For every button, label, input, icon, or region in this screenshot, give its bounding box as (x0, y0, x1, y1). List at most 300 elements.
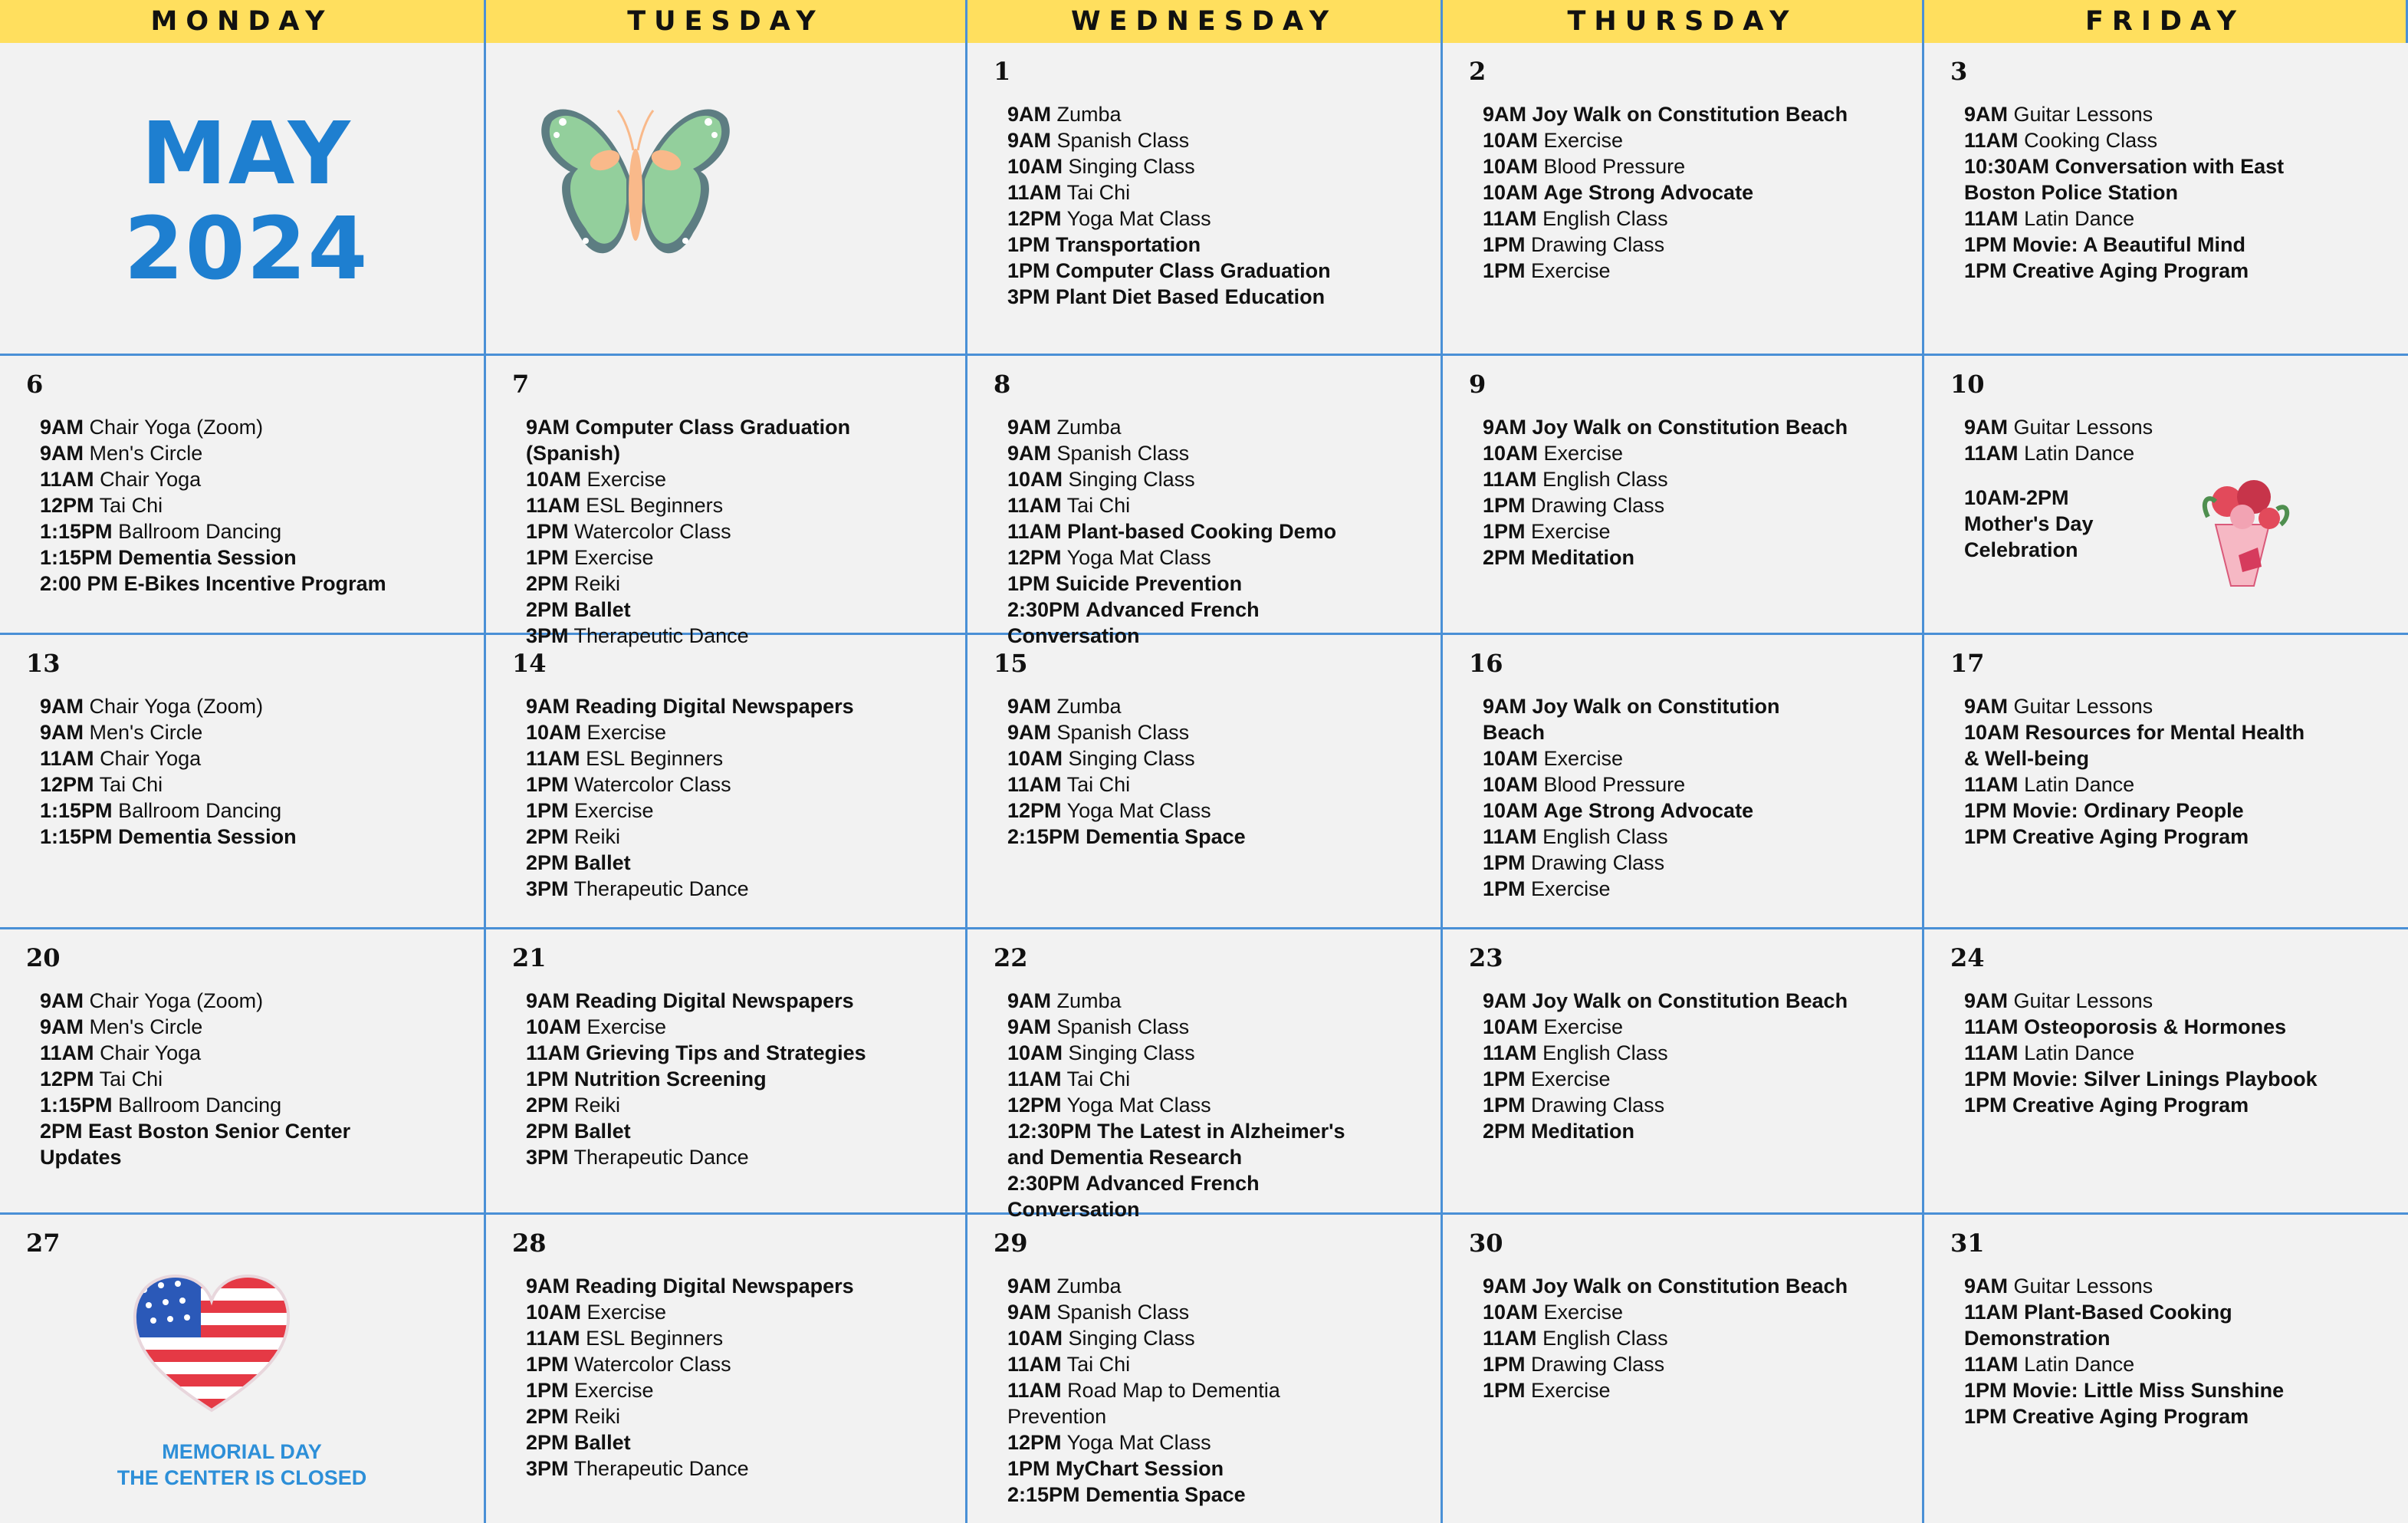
event-time: 1PM (526, 773, 569, 796)
event-name: Creative Aging Program (2012, 259, 2249, 282)
event-name: Ballet (574, 1120, 631, 1143)
event-item (526, 544, 947, 571)
event-item (1007, 492, 1422, 518)
day-number: 10 (1950, 370, 1985, 399)
event-name: Exercise (574, 546, 654, 569)
event-item (40, 745, 465, 771)
event-time: 3PM (526, 877, 569, 900)
event-name: Reiki (574, 825, 621, 848)
event-item (40, 544, 465, 571)
event-time: 1PM (1483, 520, 1526, 543)
event-name: Reiki (574, 572, 621, 595)
event-name: Exercise (1531, 520, 1611, 543)
event-time: 12:30PM (1007, 1120, 1092, 1143)
event-time: 3PM (526, 1457, 569, 1480)
event-item (1007, 1377, 1368, 1429)
event-name: Yoga Mat Class (1066, 546, 1211, 569)
event-time: 10AM (1007, 155, 1063, 178)
event-time: 11AM (1964, 129, 2019, 152)
event-time: 10AM (1007, 1041, 1063, 1064)
event-name: English Class (1542, 468, 1668, 491)
event-name: Plant Diet Based Education (1056, 285, 1326, 308)
event-name: Exercise (1531, 1379, 1611, 1402)
event-name: Dementia Session (118, 546, 297, 569)
memorial-day-cell (0, 1215, 486, 1523)
event-name: Plant-based Cooking Demo (1067, 520, 1337, 543)
event-time: 10AM (526, 1301, 582, 1324)
event-item (1483, 876, 1904, 902)
event-time: 9AM (1483, 103, 1527, 126)
event-item (1007, 232, 1422, 258)
event-name: ESL Beginners (586, 1327, 724, 1350)
event-item (526, 850, 947, 876)
event-time: 1:15PM (40, 1094, 113, 1117)
event-item (1964, 988, 2390, 1014)
event-time: 2PM (526, 598, 569, 621)
event-item (1483, 693, 1843, 745)
event-name: Exercise (586, 1015, 667, 1038)
event-time: 1PM (526, 1353, 569, 1376)
event-time: 1PM (1964, 1405, 2007, 1428)
event-list (1964, 693, 2390, 850)
event-name: Singing Class (1068, 468, 1195, 491)
event-time: 11AM (40, 1041, 94, 1064)
event-name: English Class (1542, 1041, 1668, 1064)
event-time: 1PM (1964, 1067, 2007, 1090)
day-cell (486, 1215, 967, 1523)
event-name: Therapeutic Dance (573, 1146, 749, 1169)
event-item (40, 440, 465, 466)
day-cell (1443, 929, 1924, 1215)
event-name: Tai Chi (1066, 181, 1131, 204)
event-name: Computer Class Graduation (Spanish) (526, 416, 851, 465)
header-monday: MONDAY (0, 0, 486, 43)
day-number: 6 (26, 370, 44, 399)
event-name: Exercise (1543, 747, 1624, 770)
header-thursday: THURSDAY (1443, 0, 1924, 43)
special-event-text: Mother's Day (1964, 512, 2094, 535)
event-item (1483, 1273, 1904, 1299)
day-number: 28 (512, 1229, 547, 1258)
event-item (1483, 414, 1904, 440)
event-name: Yoga Mat Class (1066, 207, 1211, 230)
event-time: 11AM (526, 1327, 580, 1350)
event-item (1964, 798, 2390, 824)
event-item (1007, 153, 1422, 179)
event-name: Age Strong Advocate (1543, 799, 1754, 822)
event-name: Exercise (1543, 442, 1624, 465)
event-name: Drawing Class (1531, 1353, 1665, 1376)
event-name: Ballroom Dancing (118, 1094, 282, 1117)
event-name: Meditation (1531, 1120, 1635, 1143)
event-item (1964, 258, 2390, 284)
event-item (1964, 440, 2390, 466)
event-name: Tai Chi (1066, 773, 1131, 796)
day-cell (1924, 43, 2408, 356)
event-name: Latin Dance (2024, 1353, 2135, 1376)
event-time: 9AM (40, 416, 84, 439)
center-closed-label: THE CENTER IS CLOSED (117, 1466, 367, 1489)
event-item (1007, 1299, 1422, 1325)
event-time: 10AM (1483, 773, 1539, 796)
event-item (1007, 414, 1422, 440)
day-number: 24 (1950, 943, 1985, 972)
event-time: 9AM (40, 721, 84, 744)
event-item (1007, 1014, 1422, 1040)
event-time: 2PM (1483, 1120, 1526, 1143)
event-name: Movie: Silver Linings Playbook (2012, 1067, 2318, 1090)
event-time: 9AM (1964, 695, 2009, 718)
event-name: East Boston Senior Center Updates (40, 1120, 351, 1169)
day-cell (486, 929, 967, 1215)
event-item (1007, 771, 1422, 798)
event-name: Yoga Mat Class (1066, 1431, 1211, 1454)
event-item (526, 771, 947, 798)
event-item (1964, 414, 2390, 440)
event-item (1964, 719, 2324, 771)
event-list (526, 693, 947, 902)
event-time: 10AM (1483, 442, 1539, 465)
event-time: 9AM (40, 695, 84, 718)
event-name: Blood Pressure (1543, 155, 1686, 178)
event-name: English Class (1542, 825, 1668, 848)
event-item (1007, 1066, 1422, 1092)
event-time: 11AM (1007, 494, 1062, 517)
event-time: 9AM (1007, 721, 1052, 744)
event-time: 9AM (1007, 1275, 1052, 1298)
event-item (526, 693, 947, 719)
event-name: Zumba (1056, 103, 1122, 126)
event-item (526, 1351, 947, 1377)
event-item (1483, 492, 1904, 518)
event-time: 2PM (526, 1094, 569, 1117)
event-time: 11AM (40, 747, 94, 770)
event-list (526, 988, 947, 1170)
event-time: 9AM (1007, 129, 1052, 152)
event-item (1483, 798, 1904, 824)
event-time: 2:30PM (1007, 1172, 1080, 1195)
event-name: Tai Chi (99, 494, 163, 517)
event-name: Advanced French Conversation (1007, 598, 1260, 647)
event-item (1007, 518, 1422, 544)
day-number: 30 (1469, 1229, 1503, 1258)
event-name: Road Map to Dementia Prevention (1007, 1379, 1280, 1428)
event-item (1007, 101, 1422, 127)
event-name: Conversation with East Boston Police Station (1964, 155, 2285, 204)
event-time: 9AM (526, 416, 570, 439)
event-time: 1PM (1964, 1094, 2007, 1117)
event-list (1483, 101, 1904, 284)
event-item (1483, 1092, 1904, 1118)
event-time: 11AM (1964, 773, 2019, 796)
event-time: 10AM (1483, 155, 1539, 178)
event-list (1964, 1273, 2390, 1429)
event-item (1964, 1273, 2390, 1299)
event-item (1007, 179, 1422, 206)
event-time: 11AM (1964, 442, 2019, 465)
event-name: Chair Yoga (Zoom) (89, 416, 264, 439)
event-name: Movie: Little Miss Sunshine (2012, 1379, 2285, 1402)
event-item (40, 719, 465, 745)
flower-bouquet-icon (2185, 471, 2300, 597)
event-time: 10AM (1007, 1327, 1063, 1350)
year-title: 2024 (123, 199, 370, 299)
day-cell (0, 356, 486, 635)
event-name: Exercise (574, 799, 654, 822)
event-name: Reading Digital Newspapers (575, 695, 854, 718)
day-number: 7 (512, 370, 530, 399)
event-item (526, 824, 947, 850)
event-time: 1PM (1483, 233, 1526, 256)
event-item (526, 1299, 947, 1325)
event-item (1483, 824, 1904, 850)
event-name: Cooking Class (2024, 129, 2158, 152)
event-item (526, 798, 947, 824)
event-name: Transportation (1056, 233, 1201, 256)
event-name: Exercise (1531, 1067, 1611, 1090)
event-item (1483, 101, 1904, 127)
event-item (526, 1377, 947, 1403)
special-event-line (1964, 485, 2390, 511)
event-item (1007, 206, 1422, 232)
event-item (1483, 518, 1904, 544)
event-time: 1PM (1483, 877, 1526, 900)
event-item (1007, 1118, 1368, 1170)
event-time: 11AM (1483, 825, 1537, 848)
event-time: 1PM (1964, 259, 2007, 282)
event-item (526, 518, 947, 544)
event-time: 3PM (526, 624, 569, 647)
event-time: 11AM (526, 494, 580, 517)
event-name: Yoga Mat Class (1066, 1094, 1211, 1117)
event-list (1007, 693, 1422, 850)
event-item (1483, 466, 1904, 492)
event-time: 2:00 PM (40, 572, 119, 595)
event-name: Watercolor Class (574, 773, 731, 796)
event-item (526, 1429, 947, 1456)
event-time: 12PM (40, 1067, 94, 1090)
event-name: Tai Chi (1066, 494, 1131, 517)
event-time: 11AM (1483, 1327, 1537, 1350)
event-item (1007, 1273, 1422, 1299)
event-item (1483, 745, 1904, 771)
event-name: Suicide Prevention (1056, 572, 1243, 595)
event-time: 9AM (1964, 989, 2009, 1012)
event-time: 11AM (1964, 1353, 2019, 1376)
event-time: 9AM (1007, 416, 1052, 439)
day-number: 1 (994, 57, 1011, 86)
event-name: Latin Dance (2024, 1041, 2135, 1064)
event-item (1483, 179, 1904, 206)
event-name: Reiki (574, 1405, 621, 1428)
event-time: 9AM (1483, 1275, 1527, 1298)
event-name: Guitar Lessons (2013, 416, 2153, 439)
special-event (1964, 485, 2390, 563)
event-item (1964, 232, 2390, 258)
event-time: 1:15PM (40, 825, 113, 848)
event-item (526, 492, 947, 518)
event-time: 12PM (1007, 799, 1062, 822)
event-item (40, 414, 465, 440)
event-time: 10AM (1483, 799, 1539, 822)
event-item (1964, 824, 2390, 850)
day-cell (1443, 43, 1924, 356)
day-number: 27 (26, 1229, 61, 1258)
day-cell (1924, 635, 2408, 929)
event-item (1007, 1040, 1422, 1066)
butterfly-cell (486, 43, 967, 356)
event-time: 11AM (1964, 207, 2019, 230)
event-time: 1:15PM (40, 799, 113, 822)
event-name: Latin Dance (2024, 442, 2135, 465)
event-time: 11AM (1007, 1067, 1062, 1090)
special-event-line (1964, 537, 2390, 563)
event-name: Age Strong Advocate (1543, 181, 1754, 204)
event-name: Movie: A Beautiful Mind (2012, 233, 2246, 256)
event-name: Singing Class (1068, 1327, 1195, 1350)
closed-notice (0, 1439, 484, 1491)
event-time: 11AM (526, 747, 580, 770)
event-list (1007, 414, 1422, 649)
event-list (1483, 414, 1904, 571)
event-name: Joy Walk on Constitution Beach (1532, 103, 1848, 126)
day-cell (967, 43, 1443, 356)
day-cell (486, 635, 967, 929)
day-number: 23 (1469, 943, 1503, 972)
event-time: 1PM (526, 520, 569, 543)
event-item (1483, 544, 1904, 571)
event-name: Exercise (574, 1379, 654, 1402)
event-item (526, 1118, 947, 1144)
day-number: 13 (26, 649, 61, 678)
event-name: Advanced French Conversation (1007, 1172, 1260, 1221)
event-time: 9AM (1007, 1015, 1052, 1038)
day-cell (0, 929, 486, 1215)
event-time: 10AM (1483, 747, 1539, 770)
event-time: 1PM (1007, 1457, 1050, 1480)
event-list (1007, 988, 1422, 1222)
event-item (526, 719, 947, 745)
day-number: 14 (512, 649, 547, 678)
event-time: 10AM (1007, 747, 1063, 770)
event-item (1964, 206, 2390, 232)
event-item (1964, 1066, 2390, 1092)
event-time: 1PM (1483, 1379, 1526, 1402)
event-item (1483, 1299, 1904, 1325)
event-time: 1PM (1483, 851, 1526, 874)
event-item (526, 1273, 947, 1299)
event-item (40, 988, 465, 1014)
event-time: 2:30PM (1007, 598, 1080, 621)
event-name: Zumba (1056, 416, 1122, 439)
event-item (1483, 1066, 1904, 1092)
event-time: 2:15PM (1007, 825, 1080, 848)
day-number: 3 (1950, 57, 1968, 86)
event-name: Exercise (586, 468, 667, 491)
event-name: Chair Yoga (Zoom) (89, 989, 264, 1012)
event-name: Exercise (1543, 1301, 1624, 1324)
event-item (1007, 1092, 1422, 1118)
event-time: 1PM (1483, 1067, 1526, 1090)
event-name: Ballroom Dancing (118, 520, 282, 543)
day-number: 16 (1469, 649, 1503, 678)
event-name: Computer Class Graduation (1056, 259, 1331, 282)
event-item (40, 1066, 465, 1092)
event-item (40, 1092, 465, 1118)
event-time: 1PM (1007, 259, 1050, 282)
event-time: 9AM (1964, 416, 2009, 439)
event-name: Singing Class (1068, 155, 1195, 178)
event-name: Zumba (1056, 1275, 1122, 1298)
event-item (1007, 1482, 1422, 1508)
event-time: 9AM (526, 695, 570, 718)
event-name: Drawing Class (1531, 494, 1665, 517)
event-name: Guitar Lessons (2013, 103, 2153, 126)
day-number: 21 (512, 943, 547, 972)
event-time: 1PM (1964, 1379, 2007, 1402)
event-time: 9AM (1007, 442, 1052, 465)
event-time: 10AM (1483, 181, 1539, 204)
special-event-line (1964, 511, 2390, 537)
event-item (1483, 850, 1904, 876)
event-name: Therapeutic Dance (573, 877, 749, 900)
event-item (1007, 745, 1422, 771)
event-time: 11AM (1007, 773, 1062, 796)
day-number: 29 (994, 1229, 1028, 1258)
event-time: 1PM (1964, 799, 2007, 822)
event-item (1007, 693, 1422, 719)
event-name: ESL Beginners (586, 747, 724, 770)
day-number: 9 (1469, 370, 1487, 399)
event-item (1007, 988, 1422, 1014)
special-event-text: Celebration (1964, 538, 2078, 561)
event-item (1964, 1403, 2390, 1429)
event-name: Tai Chi (1066, 1353, 1131, 1376)
event-time: 1PM (1964, 233, 2007, 256)
event-time: 1PM (1007, 233, 1050, 256)
event-item (526, 1144, 947, 1170)
event-name: E-Bikes Incentive Program (123, 572, 386, 595)
event-time: 1PM (1483, 259, 1526, 282)
event-item (1964, 127, 2390, 153)
event-time: 1:15PM (40, 546, 113, 569)
event-name: Chair Yoga (100, 468, 202, 491)
special-event-text: 10AM-2PM (1964, 486, 2069, 509)
event-list (40, 988, 465, 1170)
event-item (526, 988, 947, 1014)
event-name: Drawing Class (1531, 1094, 1665, 1117)
event-time: 9AM (40, 442, 84, 465)
event-time: 11AM (1007, 520, 1062, 543)
event-item (526, 1066, 947, 1092)
flag-heart-icon (127, 1261, 296, 1426)
event-name: Spanish Class (1056, 1301, 1190, 1324)
event-time: 1PM (526, 1067, 569, 1090)
event-name: Therapeutic Dance (573, 1457, 749, 1480)
event-name: Spanish Class (1056, 1015, 1190, 1038)
event-name: Guitar Lessons (2013, 989, 2153, 1012)
event-name: Creative Aging Program (2012, 1405, 2249, 1428)
day-cell (1924, 356, 2408, 635)
header-friday: FRIDAY (1924, 0, 2408, 43)
event-name: Grieving Tips and Strategies (586, 1041, 866, 1064)
event-name: Exercise (586, 721, 667, 744)
event-time: 12PM (40, 773, 94, 796)
event-item (1483, 771, 1904, 798)
event-item (1007, 127, 1422, 153)
event-name: Resources for Mental Health & Well-being (1964, 721, 2305, 770)
event-item (1964, 693, 2390, 719)
